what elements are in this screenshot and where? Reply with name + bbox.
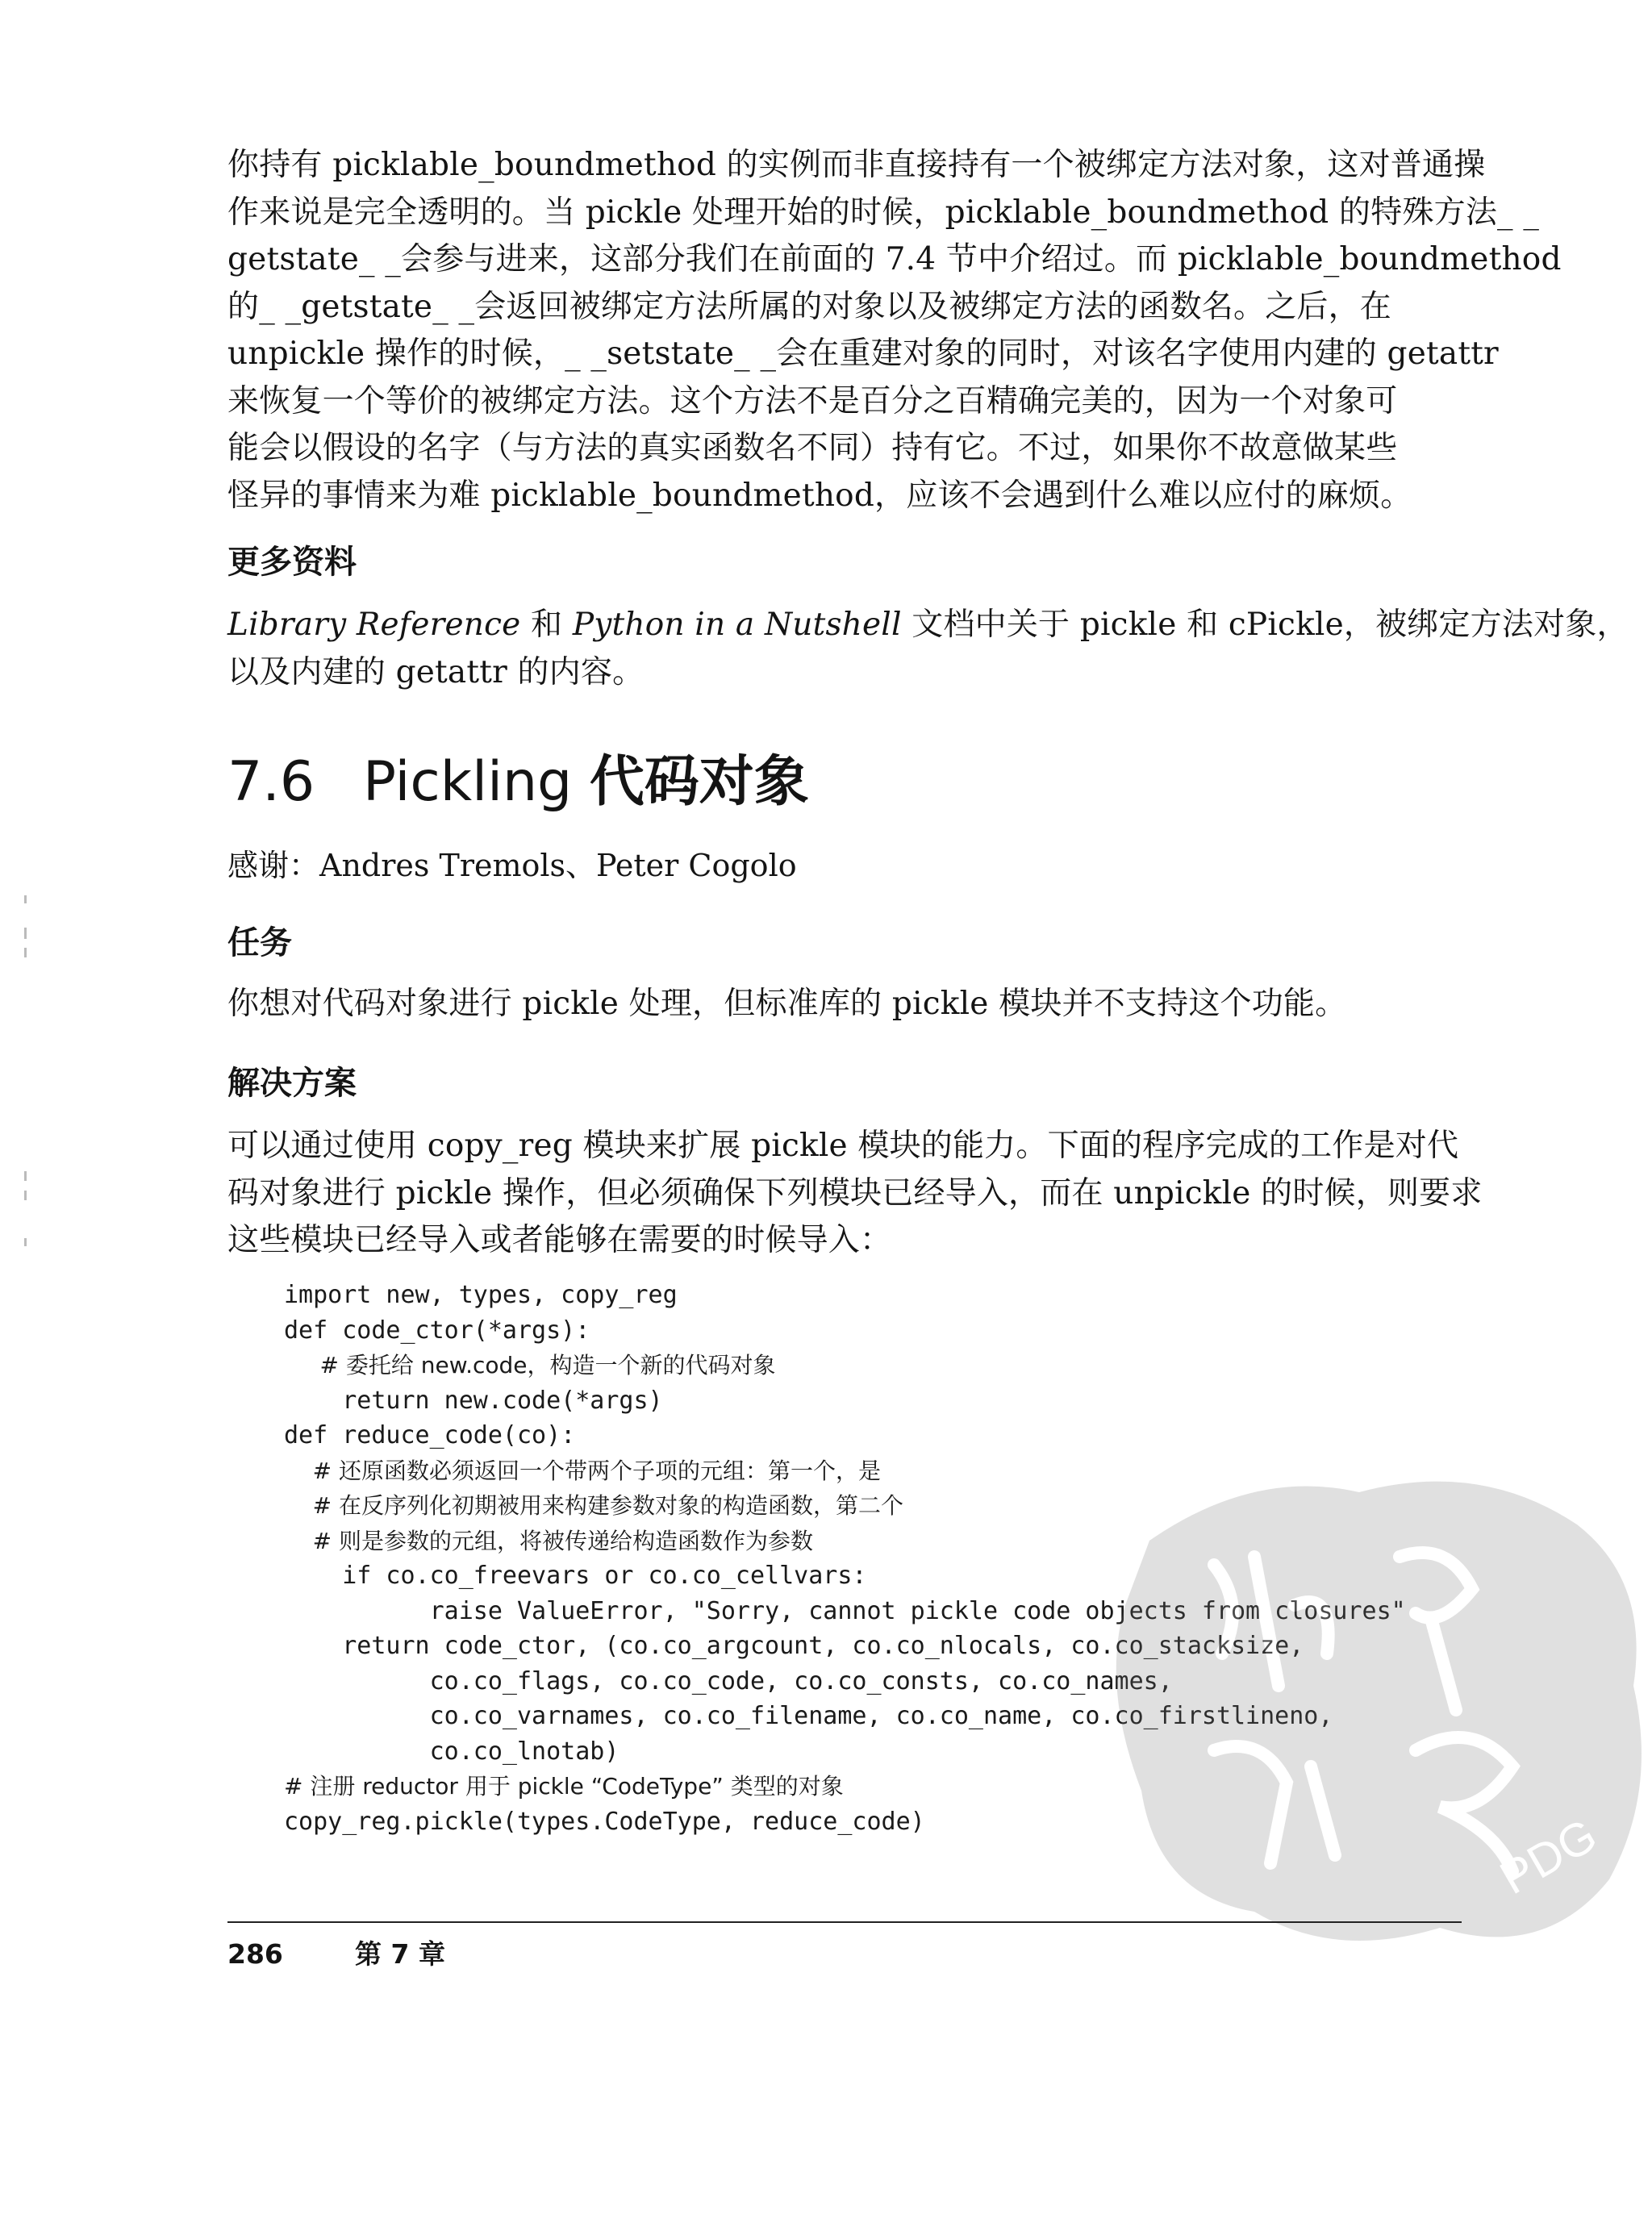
acknowledgement xyxy=(227,845,797,886)
watermark-text: PDG xyxy=(1491,1808,1606,1905)
code-comment-line: # 注册 reductor 用于 pickle “CodeType” 类型的对象 xyxy=(284,1773,844,1800)
code-line: copy_reg.pickle(types.CodeType, reduce_code) xyxy=(284,1807,925,1836)
text-line: 以及内建的 getattr 的内容。 xyxy=(227,653,645,690)
library-reference-title: Library Reference xyxy=(227,607,521,643)
code-line: return new.code(*args) xyxy=(284,1386,663,1415)
section-title-latin: Pickling xyxy=(363,750,590,814)
text-line: 这些模块已经导入或者能够在需要的时候导入： xyxy=(227,1222,892,1258)
page-number: 286 xyxy=(227,1938,283,1970)
text-line: unpickle 操作的时候，_ _setstate_ _会在重建对象的同时，对该名字使用内建的 getattr xyxy=(227,336,1499,372)
code-line: co.co_varnames, co.co_filename, co.co_name, co.co_firstlineno, xyxy=(284,1702,1333,1730)
text-line: 你持有 picklable_boundmethod 的实例而非直接持有一个被绑定方法对象，这对普通操 xyxy=(227,147,1486,183)
scan-mark xyxy=(24,1171,27,1181)
code-comment-line: # 在反序列化初期被用来构建参数对象的构造函数，第二个 xyxy=(284,1492,903,1519)
intro-paragraph xyxy=(227,142,1562,519)
text-line: 能会以假设的名字（与方法的真实函数名不同）持有它。不过，如果你不故意做某些 xyxy=(227,430,1398,466)
more-info-heading: 更多资料 xyxy=(227,544,357,581)
text-line: 怪异的事情来为难 picklable_boundmethod，应该不会遇到什么难以应付的麻烦。 xyxy=(227,477,1412,514)
code-comment-line: # 还原函数必须返回一个带两个子项的元组：第一个，是 xyxy=(284,1457,881,1484)
more-info-text: 文档中关于 pickle 和 cPickle，被绑定方法对象， xyxy=(901,607,1629,643)
text-line: 的_ _getstate_ _会返回被绑定方法所属的对象以及被绑定方法的函数名。之后，在 xyxy=(227,288,1392,325)
code-comment-line: # 委托给 new.code，构造一个新的代码对象 xyxy=(284,1352,776,1378)
section-number: 7.6 xyxy=(227,750,315,814)
text-line: 你想对代码对象进行 pickle 处理，但标准库的 pickle 模块并不支持这个功能。 xyxy=(227,986,1347,1022)
footer-rule xyxy=(227,1921,1462,1923)
scan-mark xyxy=(24,948,27,957)
text-line: 来恢复一个等价的被绑定方法。这个方法不是百分之百精确完美的，因为一个对象可 xyxy=(227,382,1398,419)
task-paragraph xyxy=(227,981,1462,1028)
scan-mark xyxy=(24,1191,27,1200)
solution-paragraph xyxy=(227,1123,1483,1265)
code-line: co.co_flags, co.co_code, co.co_consts, co.co_names, xyxy=(284,1666,1173,1695)
conjunction-text: 和 xyxy=(520,607,573,643)
text-line: 作来说是完全透明的。当 pickle 处理开始的时候，picklable_boundmethod 的特殊方法_ _ xyxy=(227,194,1540,231)
ack-label: 感谢： xyxy=(227,848,320,883)
code-line: def code_ctor(*args): xyxy=(284,1316,590,1345)
nutshell-title: Python in a Nutshell xyxy=(572,607,902,643)
scan-mark xyxy=(24,895,27,903)
code-comment-line: # 则是参数的元组，将被传递给构造函数作为参数 xyxy=(284,1527,813,1554)
scan-mark xyxy=(24,1238,27,1246)
pdg-watermark-seal xyxy=(1093,1444,1652,1960)
ack-names: Andres Tremols、Peter Cogolo xyxy=(319,848,797,883)
text-line: 码对象进行 pickle 操作，但必须确保下列模块已经导入，而在 unpickle 的时候，则要求 xyxy=(227,1174,1483,1212)
code-line: if co.co_freevars or co.co_cellvars: xyxy=(284,1562,867,1590)
text-line: getstate_ _会参与进来，这部分我们在前面的 7.4 节中介绍过。而 picklable_boundmethod xyxy=(227,241,1562,277)
task-heading: 任务 xyxy=(227,924,292,961)
code-line: return code_ctor, (co.co_argcount, co.co_nlocals, co.co_stacksize, xyxy=(284,1632,1304,1660)
code-line: co.co_lnotab) xyxy=(284,1737,620,1766)
scan-mark xyxy=(24,928,27,939)
section-title-cjk: 代码对象 xyxy=(589,750,809,814)
code-line: def reduce_code(co): xyxy=(284,1421,576,1449)
text-line: 可以通过使用 copy_reg 模块来扩展 pickle 模块的能力。下面的程序完成的工作是对代 xyxy=(227,1128,1459,1164)
code-line: raise ValueError, "Sorry, cannot pickle code objects from closures" xyxy=(284,1596,1406,1625)
text-line xyxy=(227,602,1629,649)
section-title xyxy=(227,750,809,815)
chapter-label: 第 7 章 xyxy=(355,1938,445,1970)
more-info-paragraph xyxy=(227,602,1629,696)
solution-heading: 解决方案 xyxy=(227,1065,357,1102)
code-line: import new, types, copy_reg xyxy=(284,1281,678,1309)
